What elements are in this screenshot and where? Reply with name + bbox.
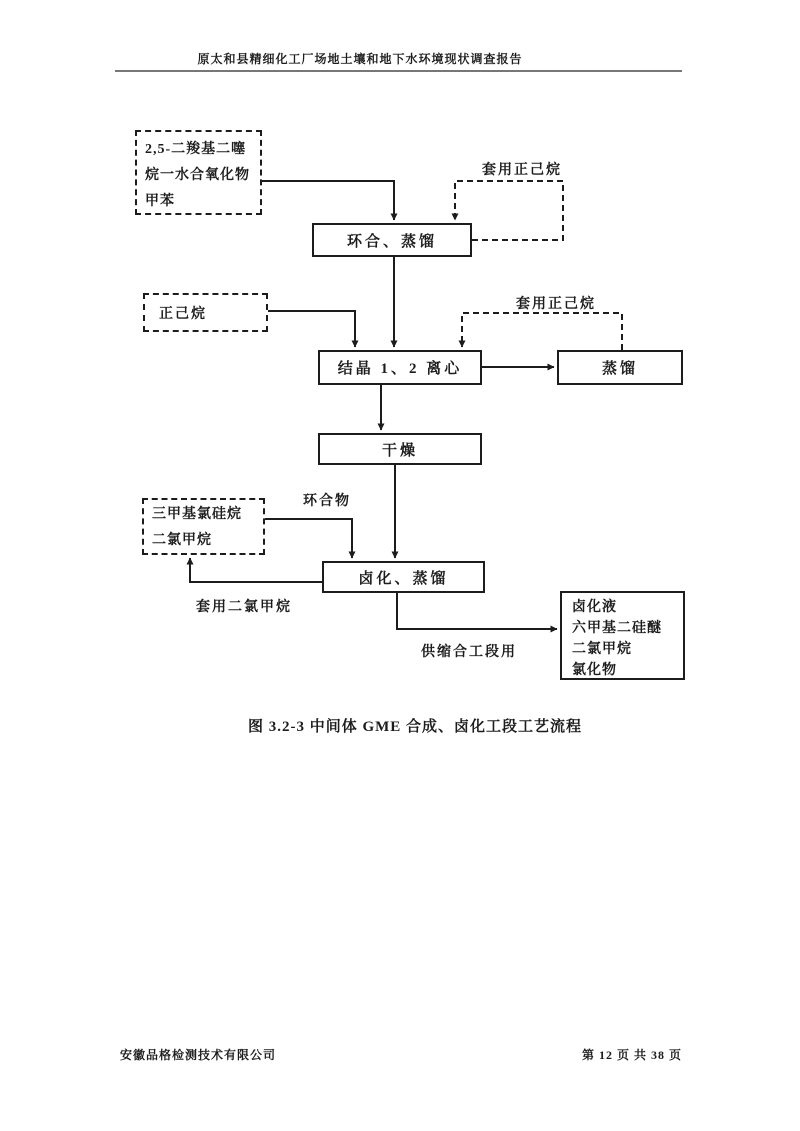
hexane-label: 正己烷 <box>159 306 207 322</box>
label-cyclization-product: 环合物 <box>303 494 351 509</box>
header-rule <box>115 70 682 72</box>
input-box-hexane <box>143 293 268 332</box>
process-box-drying <box>318 433 482 465</box>
footer-company: 安徽品格检测技术有限公司 <box>120 1048 277 1062</box>
label-recycle-dichloromethane: 套用二氯甲烷 <box>196 600 292 615</box>
connector-hexane-recycle-distillation-to-crystallization <box>462 313 622 350</box>
connector-halogenation-to-products <box>397 593 557 629</box>
process-box-halogenation <box>322 561 485 593</box>
input-box-raw-materials <box>135 130 262 215</box>
figure-caption: 图 3.2-3 中间体 GME 合成、卤化工段工艺流程 <box>247 719 583 735</box>
input-box-silane <box>142 498 265 555</box>
crystallization-label: 结晶 1、2 离心 <box>337 361 463 377</box>
process-box-crystallization <box>318 350 482 385</box>
label-to-condensation-stage: 供缩合工段用 <box>421 645 517 660</box>
output-line: 六甲基二硅醚 <box>572 621 662 636</box>
connector-raw-materials-to-cyclization <box>262 181 394 220</box>
connector-silane-to-halogenation <box>265 519 352 558</box>
page-header-title: 原太和县精细化工厂场地土壤和地下水环境现状调查报告 <box>197 52 523 66</box>
output-box-products <box>560 591 685 680</box>
raw-materials-line: 2,5-二羧基二噻 <box>145 142 247 157</box>
connector-halogenation-recycle-to-silane <box>190 558 322 582</box>
raw-materials-line: 甲苯 <box>145 194 175 209</box>
drying-label: 干燥 <box>381 442 418 459</box>
silane-line: 三甲基氯硅烷 <box>152 507 242 522</box>
label-recycle-hexane-mid: 套用正己烷 <box>516 297 596 312</box>
process-box-cyclization <box>312 223 472 257</box>
process-box-distillation <box>557 350 683 385</box>
output-line: 二氯甲烷 <box>572 642 632 657</box>
output-line: 卤化液 <box>572 600 617 615</box>
output-line: 氯化物 <box>572 663 617 678</box>
footer-page-number: 第 12 页 共 38 页 <box>581 1048 682 1062</box>
raw-materials-line: 烷一水合氧化物 <box>145 168 250 183</box>
distillation-label: 蒸馏 <box>601 361 638 377</box>
halogenation-label: 卤化、蒸馏 <box>358 570 449 587</box>
connector-hexane-to-crystallization <box>268 311 355 347</box>
label-recycle-hexane-top: 套用正己烷 <box>482 163 562 178</box>
silane-line: 二氯甲烷 <box>152 533 212 548</box>
cyclization-label: 环合、蒸馏 <box>346 233 437 250</box>
